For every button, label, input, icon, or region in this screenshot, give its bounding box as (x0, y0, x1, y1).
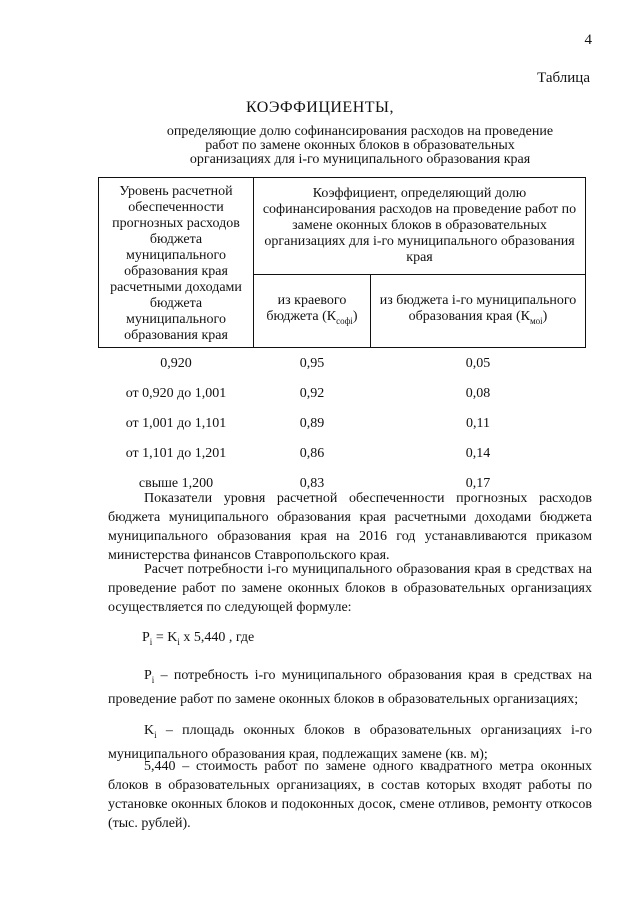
subtitle-line: организациях для i-го муниципального образования края (189, 152, 531, 167)
level-cell: 0,920 (160, 356, 192, 371)
municipal-cell: 0,05 (465, 356, 491, 371)
coefficients-table (98, 177, 586, 498)
formula: $P_i = K_i$ x 5,440 , где (142, 630, 255, 647)
document-title: КОЭФФИЦИЕНТЫ, (246, 99, 394, 116)
municipal-cell: 0,17 (465, 476, 491, 491)
subtitle-line: определяющие долю софинансирования расходов на проведение (166, 124, 554, 139)
table-row (99, 438, 586, 468)
header-regional: из краевого бюджета $(К_{софi})$ (254, 275, 371, 348)
regional-cell: 0,89 (299, 416, 325, 431)
header-municipal: из бюджета i-го муниципального образования края $(К_{моi})$ (371, 275, 586, 348)
level-cell: от 1,101 до 1,201 (125, 446, 227, 461)
table-row (99, 408, 586, 438)
level-cell: от 1,001 до 1,101 (125, 416, 227, 431)
municipal-cell: 0,14 (465, 446, 491, 461)
header-level: Уровень расчетной обеспеченности прогнозных расходов бюджета муниципального образования края расчетными доходами бюджета муниципального образования края (99, 178, 254, 348)
level-cell: свыше 1,200 (138, 476, 214, 491)
table-label: Таблица (537, 70, 590, 86)
table-row (99, 378, 586, 408)
regional-cell: 0,92 (299, 386, 325, 401)
regional-cell: 0,83 (299, 476, 325, 491)
paragraph-definition-cost: 5,440 – стоимость работ по замене одного квадратного метра оконных блоков в образовательных организациях, в состав которых входят работы по установке оконных блоков и подоконных досок, смене отливов, ремонту откосов (тыс. рублей). (108, 759, 592, 831)
regional-cell: 0,95 (299, 356, 325, 371)
municipal-cell: 0,08 (465, 386, 491, 401)
subtitle (160, 125, 560, 167)
subtitle-line: работ по замене оконных блоков в образовательных (205, 138, 515, 153)
paragraph-indicators: Показатели уровня расчетной обеспеченности прогнозных расходов бюджета муниципального образования края расчетными доходами бюджета муниципального образования края на 2016 год устанавливаются приказом министерства финансов Ставропольского края. (108, 491, 592, 563)
regional-cell: 0,86 (299, 446, 325, 461)
level-cell: от 0,920 до 1,001 (125, 386, 227, 401)
paragraph-definition-p: $P_i$ – потребность i-го муниципального образования края в средствах на проведение работ по замене оконных блоков в образовательных организациях; (108, 668, 592, 707)
paragraph-calculation: Расчет потребности i-го муниципального образования края в средствах на проведение работ по замене оконных блоков в образовательных организациях осуществляется по следующей формуле: (108, 562, 592, 615)
municipal-cell: 0,11 (466, 416, 490, 431)
header-coefficient-group: Коэффициент, определяющий долю софинансирования расходов на проведение работ по замене оконных блоков в образовательных организациях для i-го муниципального образования края (254, 178, 586, 275)
table-row (99, 348, 586, 379)
paragraph-definition-k: $K_i$ – площадь оконных блоков в образовательных организациях i-го муниципального образования края, подлежащих замене (кв. м); (108, 723, 592, 762)
page-number: 4 (584, 32, 592, 48)
